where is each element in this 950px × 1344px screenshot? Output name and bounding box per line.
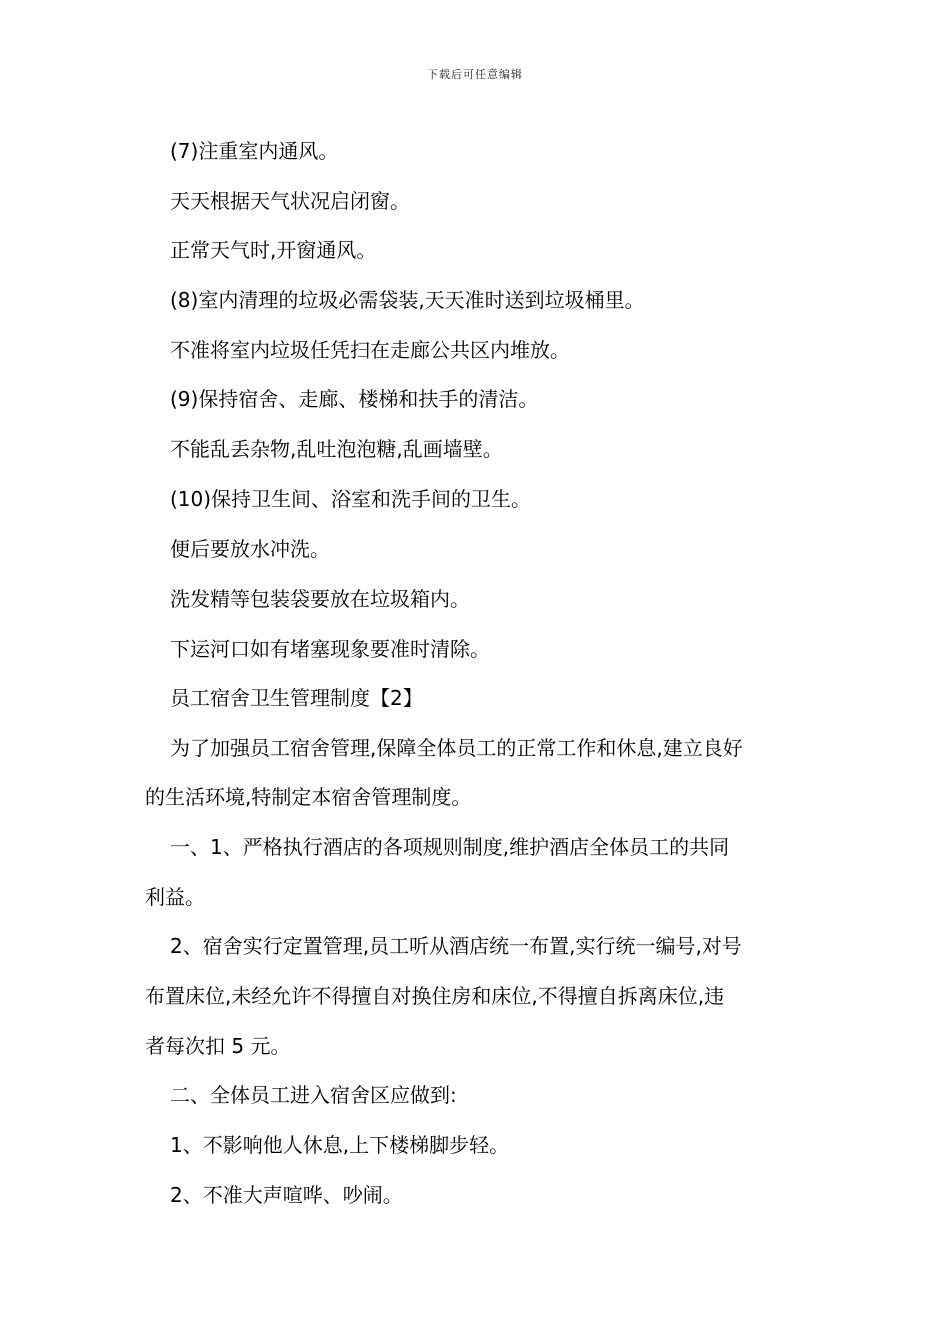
paragraph-line: 为了加强员工宿舍管理,保障全体员工的正常工作和休息,建立良好	[170, 736, 743, 760]
paragraph-line: (8)室内清理的垃圾必需袋装,天天准时送到垃圾桶里。	[170, 288, 645, 312]
paragraph-line: (10)保持卫生间、浴室和洗手间的卫生。	[170, 487, 532, 511]
paragraph-line: 不准将室内垃圾任凭扫在走廊公共区内堆放。	[170, 338, 570, 362]
paragraph-line: 天天根据天气状况启闭窗。	[170, 189, 410, 213]
paragraph-line: 下运河口如有堵塞现象要准时清除。	[170, 637, 490, 661]
paragraph-line: 2、宿舍实行定置管理,员工听从酒店统一布置,实行统一编号,对号	[170, 934, 742, 958]
paragraph-line: 利益。	[145, 885, 205, 909]
paragraph-line: 一、1、严格执行酒店的各项规则制度,维护酒店全体员工的共同	[170, 835, 730, 859]
paragraph-line: (9)保持宿舍、走廊、楼梯和扶手的清洁。	[170, 387, 539, 411]
paragraph-line: 不能乱丢杂物,乱吐泡泡糖,乱画墙壁。	[170, 437, 503, 461]
paragraph-line: (7)注重室内通风。	[170, 139, 339, 163]
page-header-note: 下载后可任意编辑	[427, 68, 523, 81]
paragraph-line: 正常天气时,开窗通风。	[170, 238, 377, 262]
paragraph-line: 的生活环境,特制定本宿舍管理制度。	[145, 785, 472, 809]
section-heading: 员工宿舍卫生管理制度【2】	[170, 686, 423, 710]
paragraph-line: 1、不影响他人休息,上下楼梯脚步轻。	[170, 1133, 510, 1157]
paragraph-line: 便后要放水冲洗。	[170, 537, 330, 561]
paragraph-line: 2、不准大声喧哗、吵闹。	[170, 1183, 403, 1207]
paragraph-line: 布置床位,未经允许不得擅自对换住房和床位,不得擅自拆离床位,违	[145, 984, 725, 1008]
paragraph-line: 者每次扣 5 元。	[145, 1034, 291, 1058]
paragraph-line: 二、全体员工进入宿舍区应做到:	[170, 1083, 457, 1107]
paragraph-line: 洗发精等包装袋要放在垃圾箱内。	[170, 587, 470, 611]
